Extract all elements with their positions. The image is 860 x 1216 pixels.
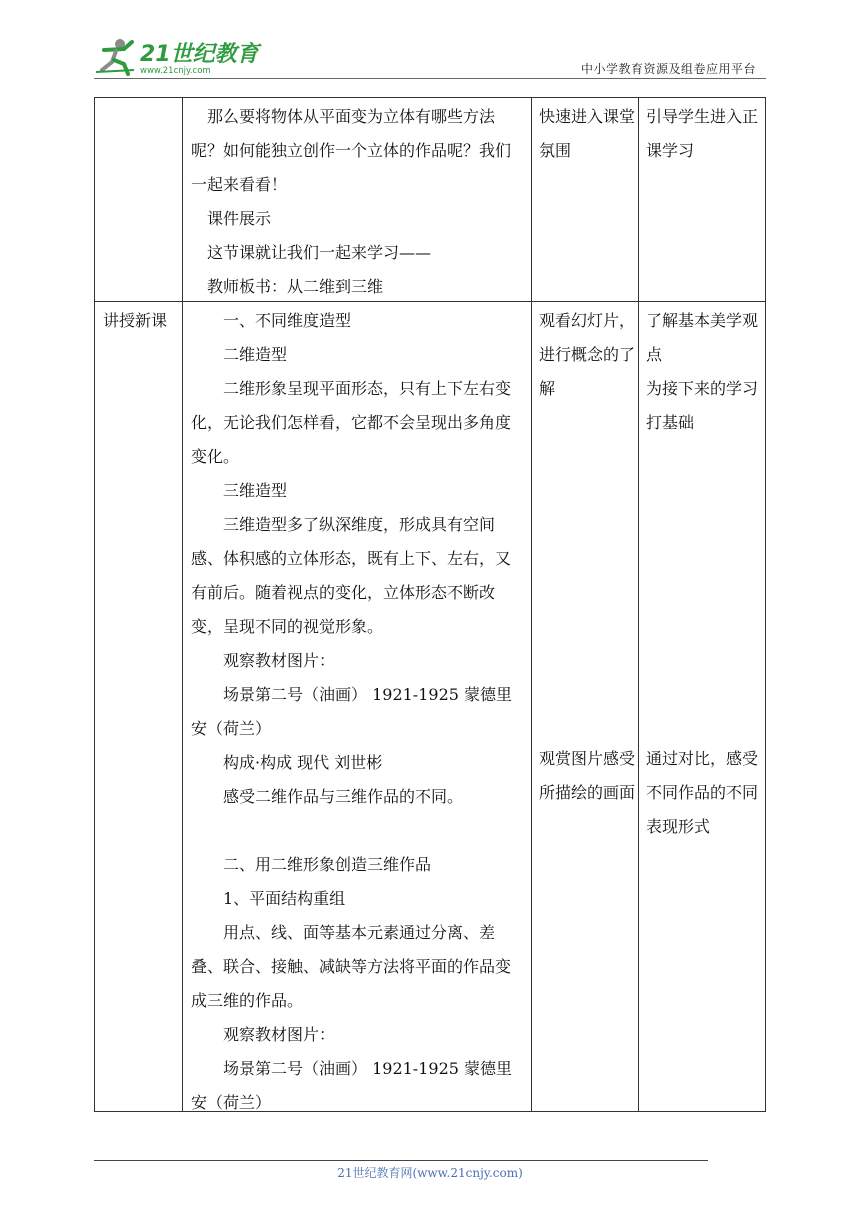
content-paragraph: 一、不同维度造型 xyxy=(223,311,352,330)
content-paragraph: 观察教材图片： xyxy=(223,651,336,670)
header-divider xyxy=(94,78,766,79)
design-intent: 了解基本美学观点 xyxy=(646,311,759,364)
row1-student-cell xyxy=(539,100,635,168)
footer-link[interactable]: 21世纪教育网(www.21cnjy.com) xyxy=(337,1166,523,1180)
col-divider-1 xyxy=(182,98,183,1111)
content-paragraph: 二维形象呈现平面形态，只有上下左右变化，无论我们怎样看，它都不会呈现出多角度变化。 xyxy=(191,379,512,466)
col-divider-3 xyxy=(638,98,639,1111)
content-paragraph: 场景第二号（油画） 1921-1925 蒙德里安（荷兰） xyxy=(191,685,513,738)
logo-text: 21世纪教育 xyxy=(140,42,259,67)
content-paragraph: 这节课就让我们一起来学习—— xyxy=(207,243,432,262)
design-intent: 引导学生进入正课学习 xyxy=(646,107,759,160)
row2-stage-cell xyxy=(103,304,179,338)
content-paragraph: 课件展示 xyxy=(207,209,272,228)
row2-student-cell-a xyxy=(539,304,635,406)
col-divider-2 xyxy=(531,98,532,1111)
content-paragraph: 三维造型多了纵深维度，形成具有空间感、体积感的立体形态，既有上下、左右，又有前后。随着视点的变化，立体形态不断改变，呈现不同的视觉形象。 xyxy=(191,515,512,636)
content-paragraph: 构成·构成 现代 刘世彬 xyxy=(223,753,383,772)
blank-line xyxy=(191,814,523,848)
content-paragraph: 三维造型 xyxy=(223,481,288,500)
content-paragraph: 二维造型 xyxy=(223,345,288,364)
row2-content-cell xyxy=(191,304,523,1120)
student-activity: 观看幻灯片，进行概念的了解 xyxy=(539,311,636,398)
content-paragraph: 观察教材图片： xyxy=(223,1025,336,1044)
row2-student-cell-b xyxy=(539,742,635,810)
student-activity: 快速进入课堂氛围 xyxy=(539,107,636,160)
content-paragraph: 那么要将物体从平面变为立体有哪些方法呢？如何能独立创作一个立体的作品呢？我们一起来看看！ xyxy=(191,107,512,194)
row1-content-cell xyxy=(191,100,523,304)
platform-name: 中小学教育资源及组卷应用平台 xyxy=(580,62,756,76)
content-paragraph: 感受二维作品与三维作品的不同。 xyxy=(223,787,464,806)
logo-url: www.21cnjy.com xyxy=(140,66,211,76)
row1-intent-cell xyxy=(646,100,762,168)
runner-icon xyxy=(96,39,134,74)
teaching-stage: 讲授新课 xyxy=(103,311,168,330)
content-paragraph: 1、平面结构重组 xyxy=(223,889,346,908)
design-intent: 为接下来的学习打基础 xyxy=(646,379,759,432)
footer-divider xyxy=(94,1160,708,1161)
row2-intent-cell-a xyxy=(646,304,762,440)
row2-intent-cell-b xyxy=(646,742,762,844)
design-intent: 通过对比，感受不同作品的不同表现形式 xyxy=(646,749,759,836)
content-paragraph: 场景第二号（油画） 1921-1925 蒙德里安（荷兰） xyxy=(191,1059,513,1112)
content-paragraph: 二、用二维形象创造三维作品 xyxy=(223,855,432,874)
site-logo xyxy=(94,36,264,78)
student-activity: 观赏图片感受所描绘的画面 xyxy=(539,749,636,802)
lesson-table xyxy=(94,97,766,1112)
content-paragraph: 用点、线、面等基本元素通过分离、差叠、联合、接触、减缺等方法将平面的作品变成三维的作品。 xyxy=(191,923,512,1010)
content-paragraph: 教师板书：从二维到三维 xyxy=(207,277,384,296)
